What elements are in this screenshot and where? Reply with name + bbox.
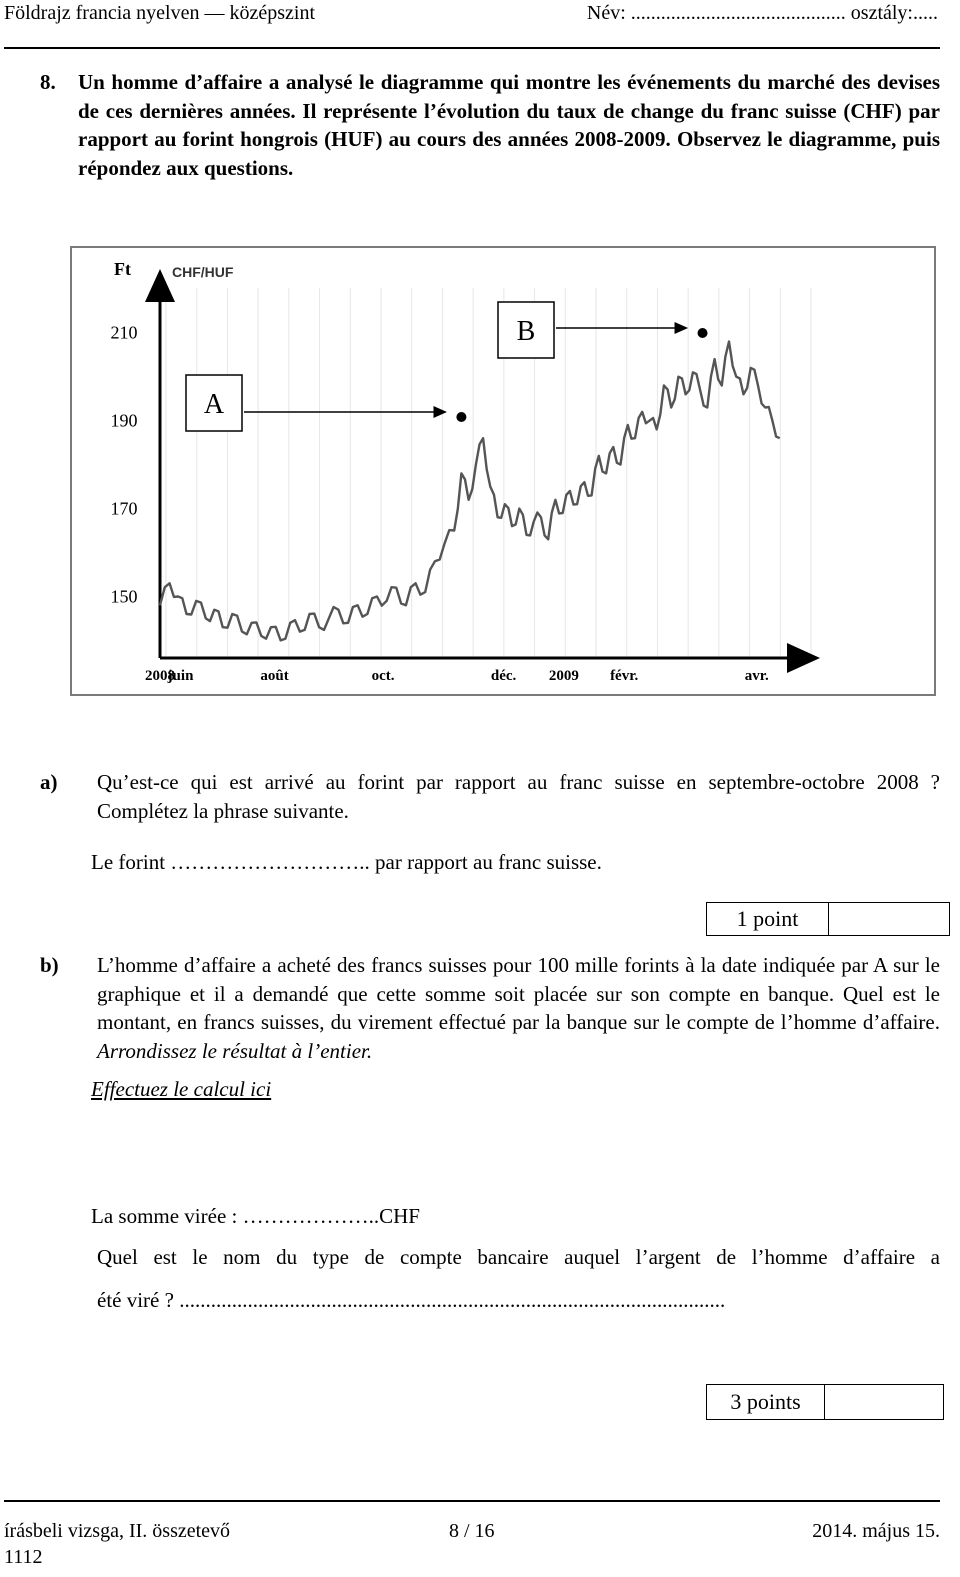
x-tick-label: juin xyxy=(167,668,194,684)
part-b-label: b) xyxy=(40,953,59,977)
annotation-point-b xyxy=(698,328,708,338)
sum-transferred-line[interactable]: La somme virée : ………………..CHF xyxy=(91,1204,420,1228)
x-tick-label: déc. xyxy=(490,668,517,684)
part-b-question-text: L’homme d’affaire a acheté des francs suisses pour 100 mille forints à la date indiquée par A sur le graphique et il a demandé que cette somme soit placée sur son compte en banque. Quel est le montant, en francs suisses, du virement effectué par la banque sur le compte de l’homme d’affaire. xyxy=(97,953,940,1034)
chf-huf-series-line xyxy=(160,342,780,641)
y-tick-label: 190 xyxy=(110,410,138,431)
chart-frame xyxy=(70,246,936,696)
x-tick-label: 2009 xyxy=(548,668,579,684)
chart-grid xyxy=(166,288,811,656)
x-tick-label: 2008 xyxy=(145,668,175,684)
account-question-line-1: Quel est le nom du type de compte bancaire auquel l’argent de l’homme d’affaire a xyxy=(97,1245,940,1269)
part-b-score-field[interactable] xyxy=(825,1385,943,1419)
y-tick-label: 150 xyxy=(110,586,138,607)
part-a-answer-sentence[interactable]: Le forint ……………………….. par rapport au franc suisse. xyxy=(91,850,602,874)
part-a-label: a) xyxy=(40,770,58,794)
annotation-label-b: B xyxy=(516,316,536,347)
account-question-line-2[interactable]: été viré ? ........................................................................................................ xyxy=(97,1288,726,1312)
part-a-question: Qu’est-ce qui est arrivé au forint par rapport au franc suisse en septembre-octobre 2008 ? Complétez la phrase suivante. xyxy=(97,770,940,823)
question-8-text: Un homme d’affaire a analysé le diagramme qui montre les événements du marché des devises de ces dernières années. Il représente l’évolution du taux de change du franc suisse (CHF) par rapport au forint hongrois (HUF) au cours des années 2008-2009. Observez le diagramme, puis répondez aux questions. xyxy=(78,70,940,180)
footer-exam-code: 1112 xyxy=(4,1546,43,1568)
question-8 xyxy=(40,68,940,182)
chart-annotations xyxy=(186,302,708,431)
part-b-question xyxy=(97,951,940,1065)
y-axis-label: Ft xyxy=(114,259,131,279)
part-b-points-box xyxy=(706,1384,944,1420)
part-a-score-field[interactable] xyxy=(829,903,949,935)
footer-rule xyxy=(4,1500,940,1502)
x-tick-label: août xyxy=(260,668,289,684)
footer-date: 2014. május 15. xyxy=(812,1520,940,1542)
annotation-label-a: A xyxy=(203,389,225,420)
y-tick-label: 210 xyxy=(110,322,138,343)
part-b-points-label: 3 points xyxy=(707,1385,825,1419)
header-name-class: Név: ........................................... osztály:..... xyxy=(586,2,938,24)
series-label: CHF/HUF xyxy=(172,264,234,280)
calculation-area-label: Effectuez le calcul ici xyxy=(91,1077,272,1101)
part-a-points-label: 1 point xyxy=(707,903,829,935)
part-b-instruction: Arrondissez le résultat à l’entier. xyxy=(97,1038,373,1063)
x-tick-label: avr. xyxy=(744,668,769,684)
part-a-points-box xyxy=(706,902,950,936)
header-title: Földrajz francia nyelven — középszint xyxy=(4,2,315,24)
footer-page-number: 8 / 16 xyxy=(449,1520,495,1542)
exchange-rate-chart xyxy=(72,248,934,694)
y-tick-label: 170 xyxy=(110,498,138,519)
header-rule xyxy=(4,47,940,49)
x-tick-label: févr. xyxy=(610,668,639,684)
annotation-point-a xyxy=(456,412,466,422)
question-number: 8. xyxy=(40,70,56,94)
x-tick-label: oct. xyxy=(371,668,395,684)
footer-exam-name: írásbeli vizsga, II. összetevő xyxy=(4,1520,231,1542)
